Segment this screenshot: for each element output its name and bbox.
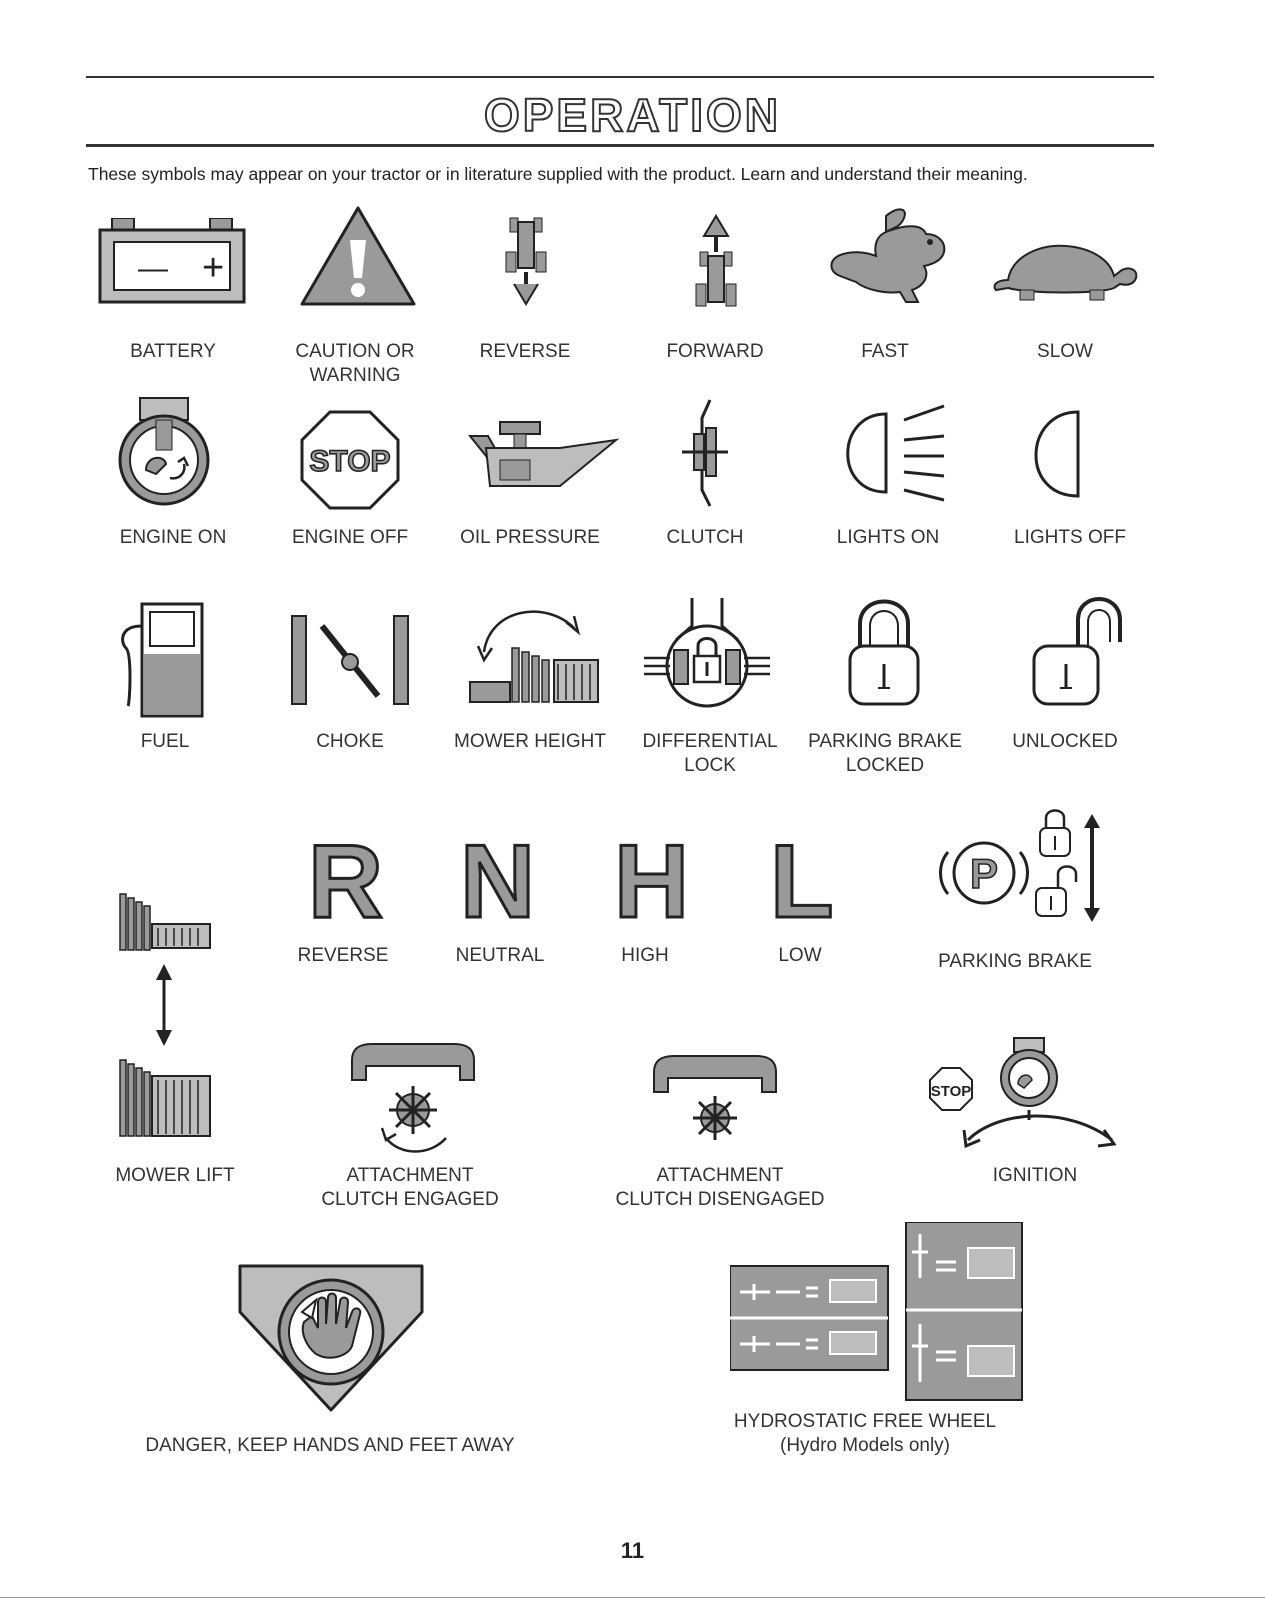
- lights-on-icon: [826, 392, 956, 510]
- label-engine-on: ENGINE ON: [119, 527, 227, 548]
- caution-icon: [298, 204, 418, 308]
- letter-r: R: [308, 824, 384, 940]
- fuel-pump-icon: [118, 602, 208, 718]
- label-gear-reverse: REVERSE: [297, 945, 389, 966]
- label-attachment-disengaged-2: CLUTCH DISENGAGED: [615, 1189, 825, 1210]
- label-mower-lift: MOWER LIFT: [115, 1165, 235, 1186]
- label-choke: CHOKE: [316, 731, 384, 752]
- page-title: OPERATION: [483, 89, 782, 141]
- label-lights-on: LIGHTS ON: [836, 527, 940, 548]
- top-rule-thin: [86, 76, 1154, 78]
- label-mower-height: MOWER HEIGHT: [454, 731, 606, 752]
- padlock-unlocked-icon: [1030, 596, 1124, 708]
- engine-on-icon: [116, 396, 212, 508]
- mower-lift-icon: [110, 880, 220, 1140]
- label-unlocked: UNLOCKED: [1012, 731, 1118, 752]
- hydrostatic-free-wheel-icon: [730, 1222, 1030, 1414]
- letter-l: L: [770, 824, 834, 940]
- letter-n: N: [460, 824, 536, 940]
- lights-off-icon: [1020, 408, 1100, 500]
- label-caution-2: WARNING: [309, 365, 401, 386]
- ignition-icon: [928, 1036, 1122, 1158]
- reverse-icon: [496, 214, 556, 308]
- ignition-stop-text: STOP: [930, 1083, 972, 1100]
- intro-text: These symbols may appear on your tractor or in literature supplied with the product. Learn and understand their meaning.: [88, 164, 1028, 184]
- label-battery: BATTERY: [130, 341, 216, 362]
- bottom-edge-rule: [0, 1597, 1265, 1598]
- label-parking-locked-2: LOCKED: [845, 755, 925, 776]
- label-lights-off: LIGHTS OFF: [1014, 527, 1126, 548]
- choke-icon: [288, 612, 412, 708]
- label-hydrostatic-2: (Hydro Models only): [780, 1435, 950, 1456]
- page-number: 11: [620, 1538, 645, 1563]
- forward-icon: [686, 212, 746, 308]
- label-fuel: FUEL: [140, 731, 190, 752]
- stop-sign-icon: [300, 410, 400, 510]
- battery-plus: +: [202, 247, 225, 289]
- label-attachment-disengaged-1: ATTACHMENT: [656, 1165, 784, 1186]
- attachment-engaged-icon: [346, 1040, 480, 1160]
- label-engine-off: ENGINE OFF: [291, 527, 409, 548]
- parking-brake-icon: [934, 808, 1110, 926]
- label-danger: DANGER, KEEP HANDS AND FEET AWAY: [145, 1435, 515, 1456]
- label-gear-high: HIGH: [621, 945, 669, 966]
- label-reverse: REVERSE: [479, 341, 571, 362]
- label-oil-pressure: OIL PRESSURE: [460, 527, 600, 548]
- title-underline: [86, 144, 1154, 147]
- label-fast: FAST: [861, 341, 909, 362]
- rabbit-icon: [826, 206, 950, 308]
- turtle-icon: [990, 240, 1140, 304]
- label-clutch: CLUTCH: [666, 527, 744, 548]
- label-gear-neutral: NEUTRAL: [455, 945, 545, 966]
- letter-h: H: [614, 824, 690, 940]
- parking-p-letter: P: [969, 850, 999, 897]
- label-differential-1: DIFFERENTIAL: [642, 731, 778, 752]
- attachment-disengaged-icon: [648, 1052, 782, 1148]
- label-attachment-engaged-2: CLUTCH ENGAGED: [321, 1189, 499, 1210]
- battery-icon: [98, 218, 248, 304]
- label-caution-1: CAUTION OR: [295, 341, 415, 362]
- differential-lock-icon: [640, 596, 774, 712]
- label-parking-brake: PARKING BRAKE: [938, 951, 1092, 972]
- mower-height-icon: [466, 602, 602, 706]
- danger-hand-icon: [236, 1262, 426, 1414]
- label-gear-low: LOW: [778, 945, 822, 966]
- stop-text: STOP: [309, 445, 391, 478]
- clutch-icon: [680, 398, 730, 508]
- battery-minus: —: [138, 252, 168, 285]
- label-parking-locked-1: PARKING BRAKE: [808, 731, 962, 752]
- label-hydrostatic-1: HYDROSTATIC FREE WHEEL: [733, 1411, 997, 1432]
- oil-can-icon: [460, 420, 620, 492]
- label-attachment-engaged-1: ATTACHMENT: [346, 1165, 474, 1186]
- padlock-locked-icon: [846, 596, 922, 708]
- label-ignition: IGNITION: [992, 1165, 1078, 1186]
- label-forward: FORWARD: [666, 341, 764, 362]
- label-slow: SLOW: [1037, 341, 1093, 362]
- label-differential-2: LOCK: [684, 755, 736, 776]
